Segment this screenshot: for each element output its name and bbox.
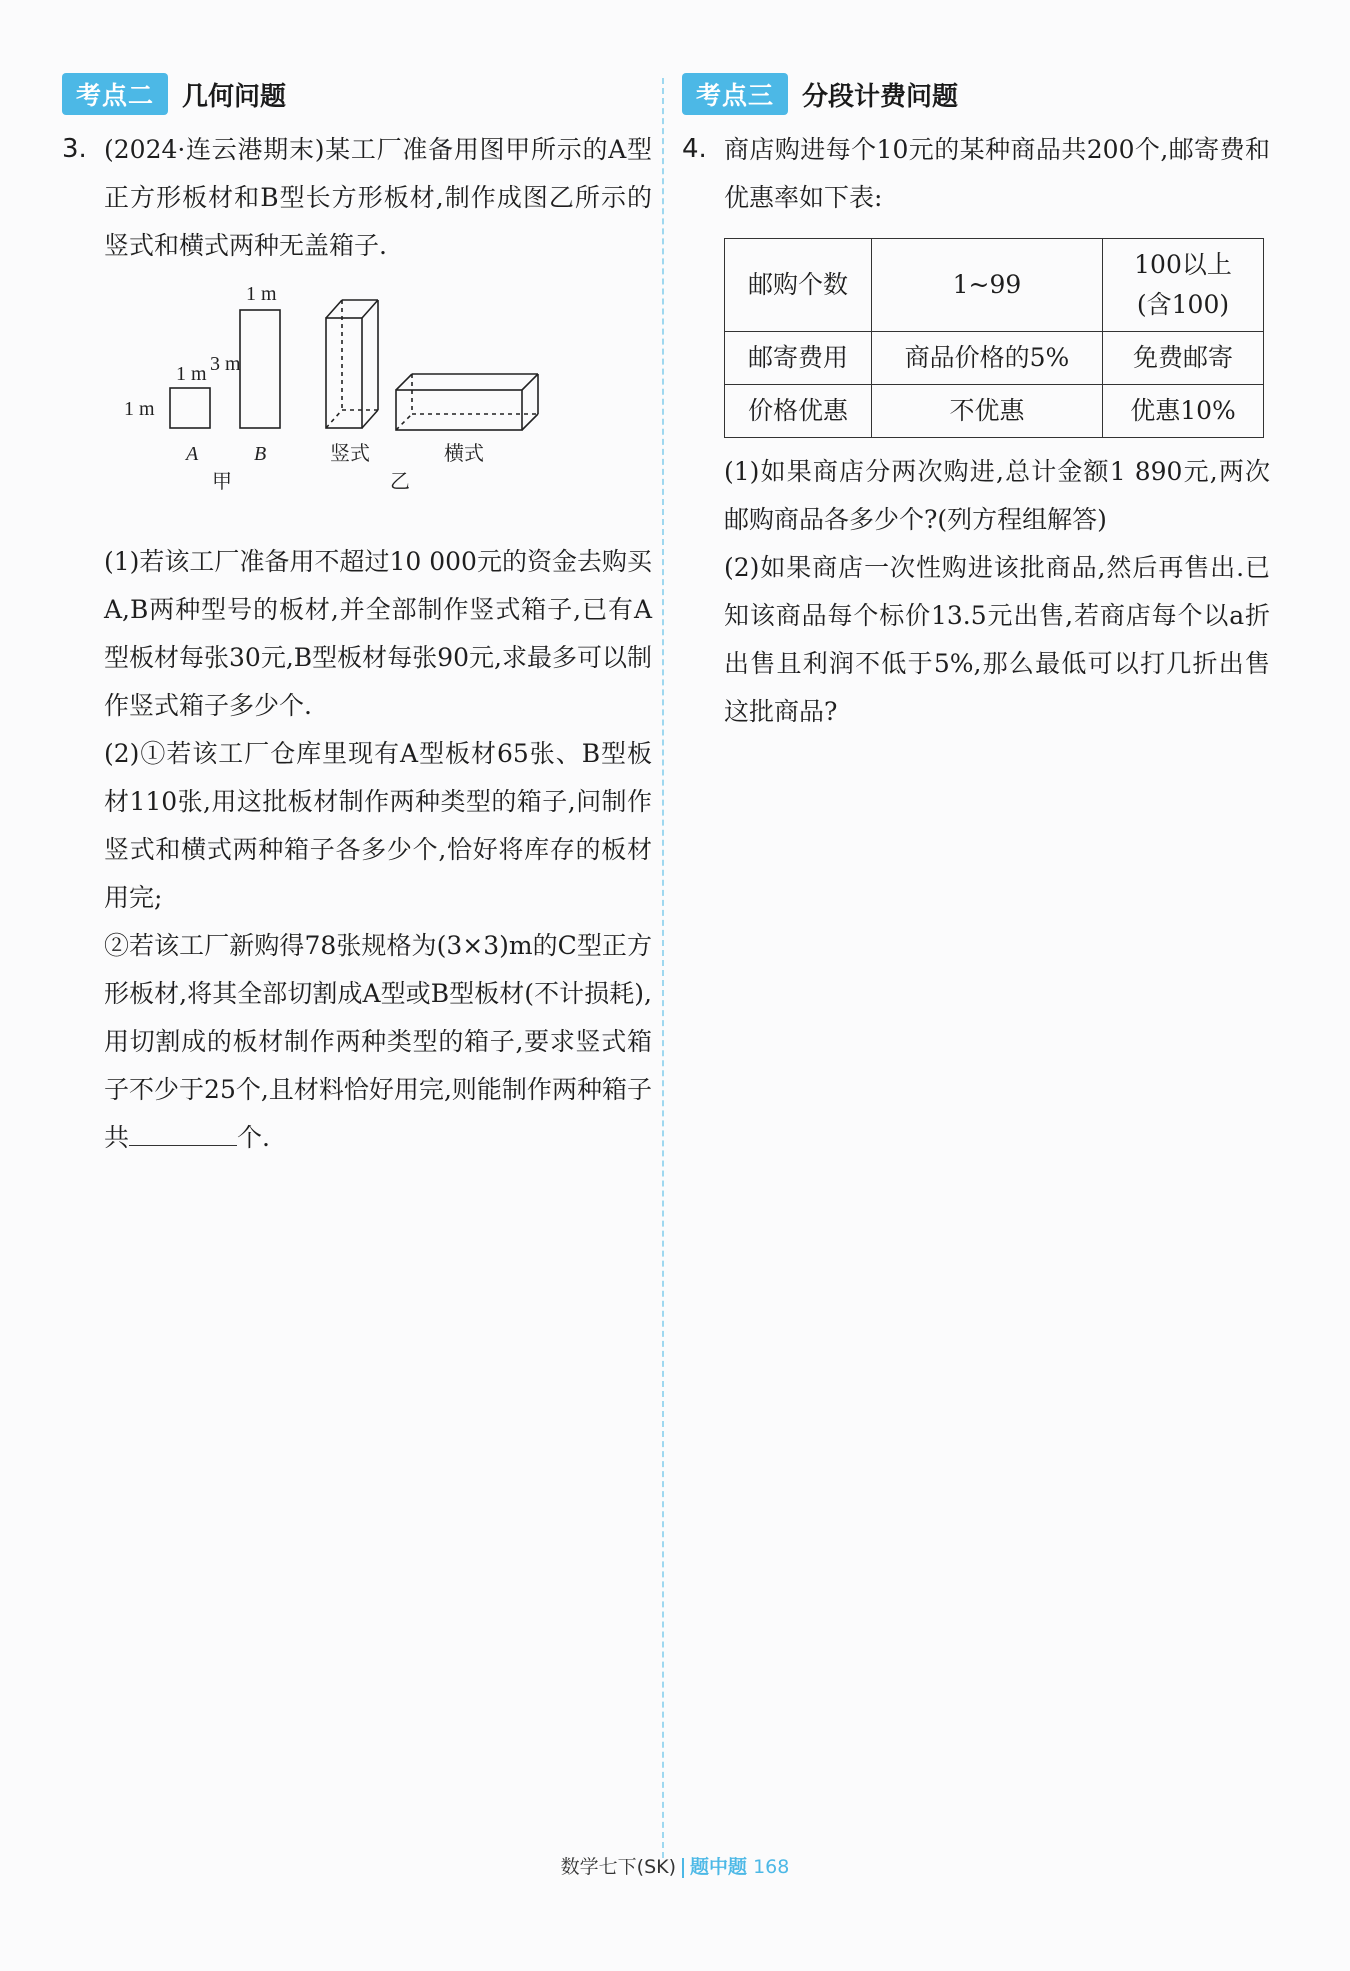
label-a: A bbox=[186, 443, 199, 465]
dim-b-top: 1 m bbox=[246, 283, 277, 305]
table-cell: 商品价格的5% bbox=[872, 332, 1103, 385]
left-column bbox=[62, 72, 652, 1162]
part-1: (1)若该工厂准备用不超过10 000元的资金去购买A,B两种型号的板材,并全部制作竖式箱子,已有A型板材每张30元,B型板材每张90元,求最多可以制作竖式箱子多少个. bbox=[104, 547, 652, 720]
dim-a-top: 1 m bbox=[176, 363, 207, 385]
footer-book: 数学七下(SK) bbox=[560, 1856, 677, 1878]
dim-b-side: 3 m bbox=[210, 353, 241, 375]
part-2-2-end: 个. bbox=[237, 1123, 270, 1152]
part-2-2 bbox=[62, 922, 652, 1162]
table-cell: 不优惠 bbox=[872, 385, 1103, 438]
board-b-shape bbox=[240, 310, 280, 428]
table-cell: 价格优惠 bbox=[725, 385, 872, 438]
footer-brand: 题中题 bbox=[690, 1856, 748, 1878]
table-cell: 1~99 bbox=[872, 239, 1103, 332]
question-4 bbox=[682, 126, 1270, 736]
part-2: (2)如果商店一次性购进该批商品,然后再售出.已知该商品每个标价13.5元出售,若商店每个以a折出售且利润不低于5%,那么最低可以打几折出售这批商品? bbox=[724, 553, 1270, 726]
dim-a-left: 1 m bbox=[124, 398, 155, 420]
caption-jia: 甲 bbox=[212, 471, 232, 493]
table-row bbox=[725, 332, 1264, 385]
caption-yi: 乙 bbox=[390, 471, 410, 493]
section-header-fees bbox=[682, 72, 1270, 116]
question-number: 3. bbox=[62, 134, 87, 164]
right-column bbox=[682, 72, 1270, 736]
board-a-shape bbox=[170, 388, 210, 428]
column-divider bbox=[662, 78, 664, 1858]
section-header-geometry bbox=[62, 72, 652, 116]
figure-boards-and-boxes bbox=[104, 270, 624, 538]
horizontal-box-shape bbox=[396, 374, 538, 430]
table-cell: 免费邮寄 bbox=[1103, 332, 1264, 385]
part-1: (1)如果商店分两次购进,总计金额1 890元,两次邮购商品各多少个?(列方程组解答) bbox=[724, 457, 1270, 534]
part-2-2-text: ②若该工厂新购得78张规格为(3×3)m的C型正方形板材,将其全部切割成A型或B型板材(不计损耗),用切割成的板材制作两种类型的箱子,要求竖式箱子不少于25个,且材料恰好用完,则能制作两种箱子共 bbox=[104, 931, 652, 1152]
fee-table bbox=[724, 238, 1264, 438]
label-horizontal: 横式 bbox=[444, 443, 484, 465]
section-title: 几何问题 bbox=[182, 81, 287, 112]
label-vertical: 竖式 bbox=[330, 443, 370, 465]
table-cell: 优惠10% bbox=[1103, 385, 1264, 438]
table-row bbox=[725, 385, 1264, 438]
question-number: 4. bbox=[682, 134, 707, 164]
section-tag: 考点三 bbox=[682, 73, 788, 115]
question-intro: 商店购进每个10元的某种商品共200个,邮寄费和优惠率如下表: bbox=[724, 135, 1270, 212]
answer-blank[interactable] bbox=[129, 1121, 237, 1146]
question-intro: (2024·连云港期末)某工厂准备用图甲所示的A型正方形板材和B型长方形板材,制作成图乙所示的竖式和横式两种无盖箱子. bbox=[104, 135, 652, 260]
footer-separator bbox=[682, 1858, 684, 1878]
section-title: 分段计费问题 bbox=[802, 81, 959, 112]
cell-line: (含100) bbox=[1136, 290, 1230, 319]
vertical-box-shape bbox=[326, 300, 378, 428]
page-footer bbox=[0, 1852, 1350, 1879]
table-cell bbox=[1103, 239, 1264, 332]
page-number: 168 bbox=[753, 1856, 790, 1878]
section-tag: 考点二 bbox=[62, 73, 168, 115]
part-2-1: (2)①若该工厂仓库里现有A型板材65张、B型板材110张,用这批板材制作两种类型的箱子,问制作竖式和横式两种箱子各多少个,恰好将库存的板材用完; bbox=[104, 739, 652, 912]
question-3 bbox=[62, 126, 652, 1162]
table-cell: 邮寄费用 bbox=[725, 332, 872, 385]
label-b: B bbox=[254, 443, 267, 465]
table-cell: 邮购个数 bbox=[725, 239, 872, 332]
figure-svg bbox=[104, 270, 624, 538]
cell-line: 100以上 bbox=[1134, 250, 1232, 279]
table-row bbox=[725, 239, 1264, 332]
